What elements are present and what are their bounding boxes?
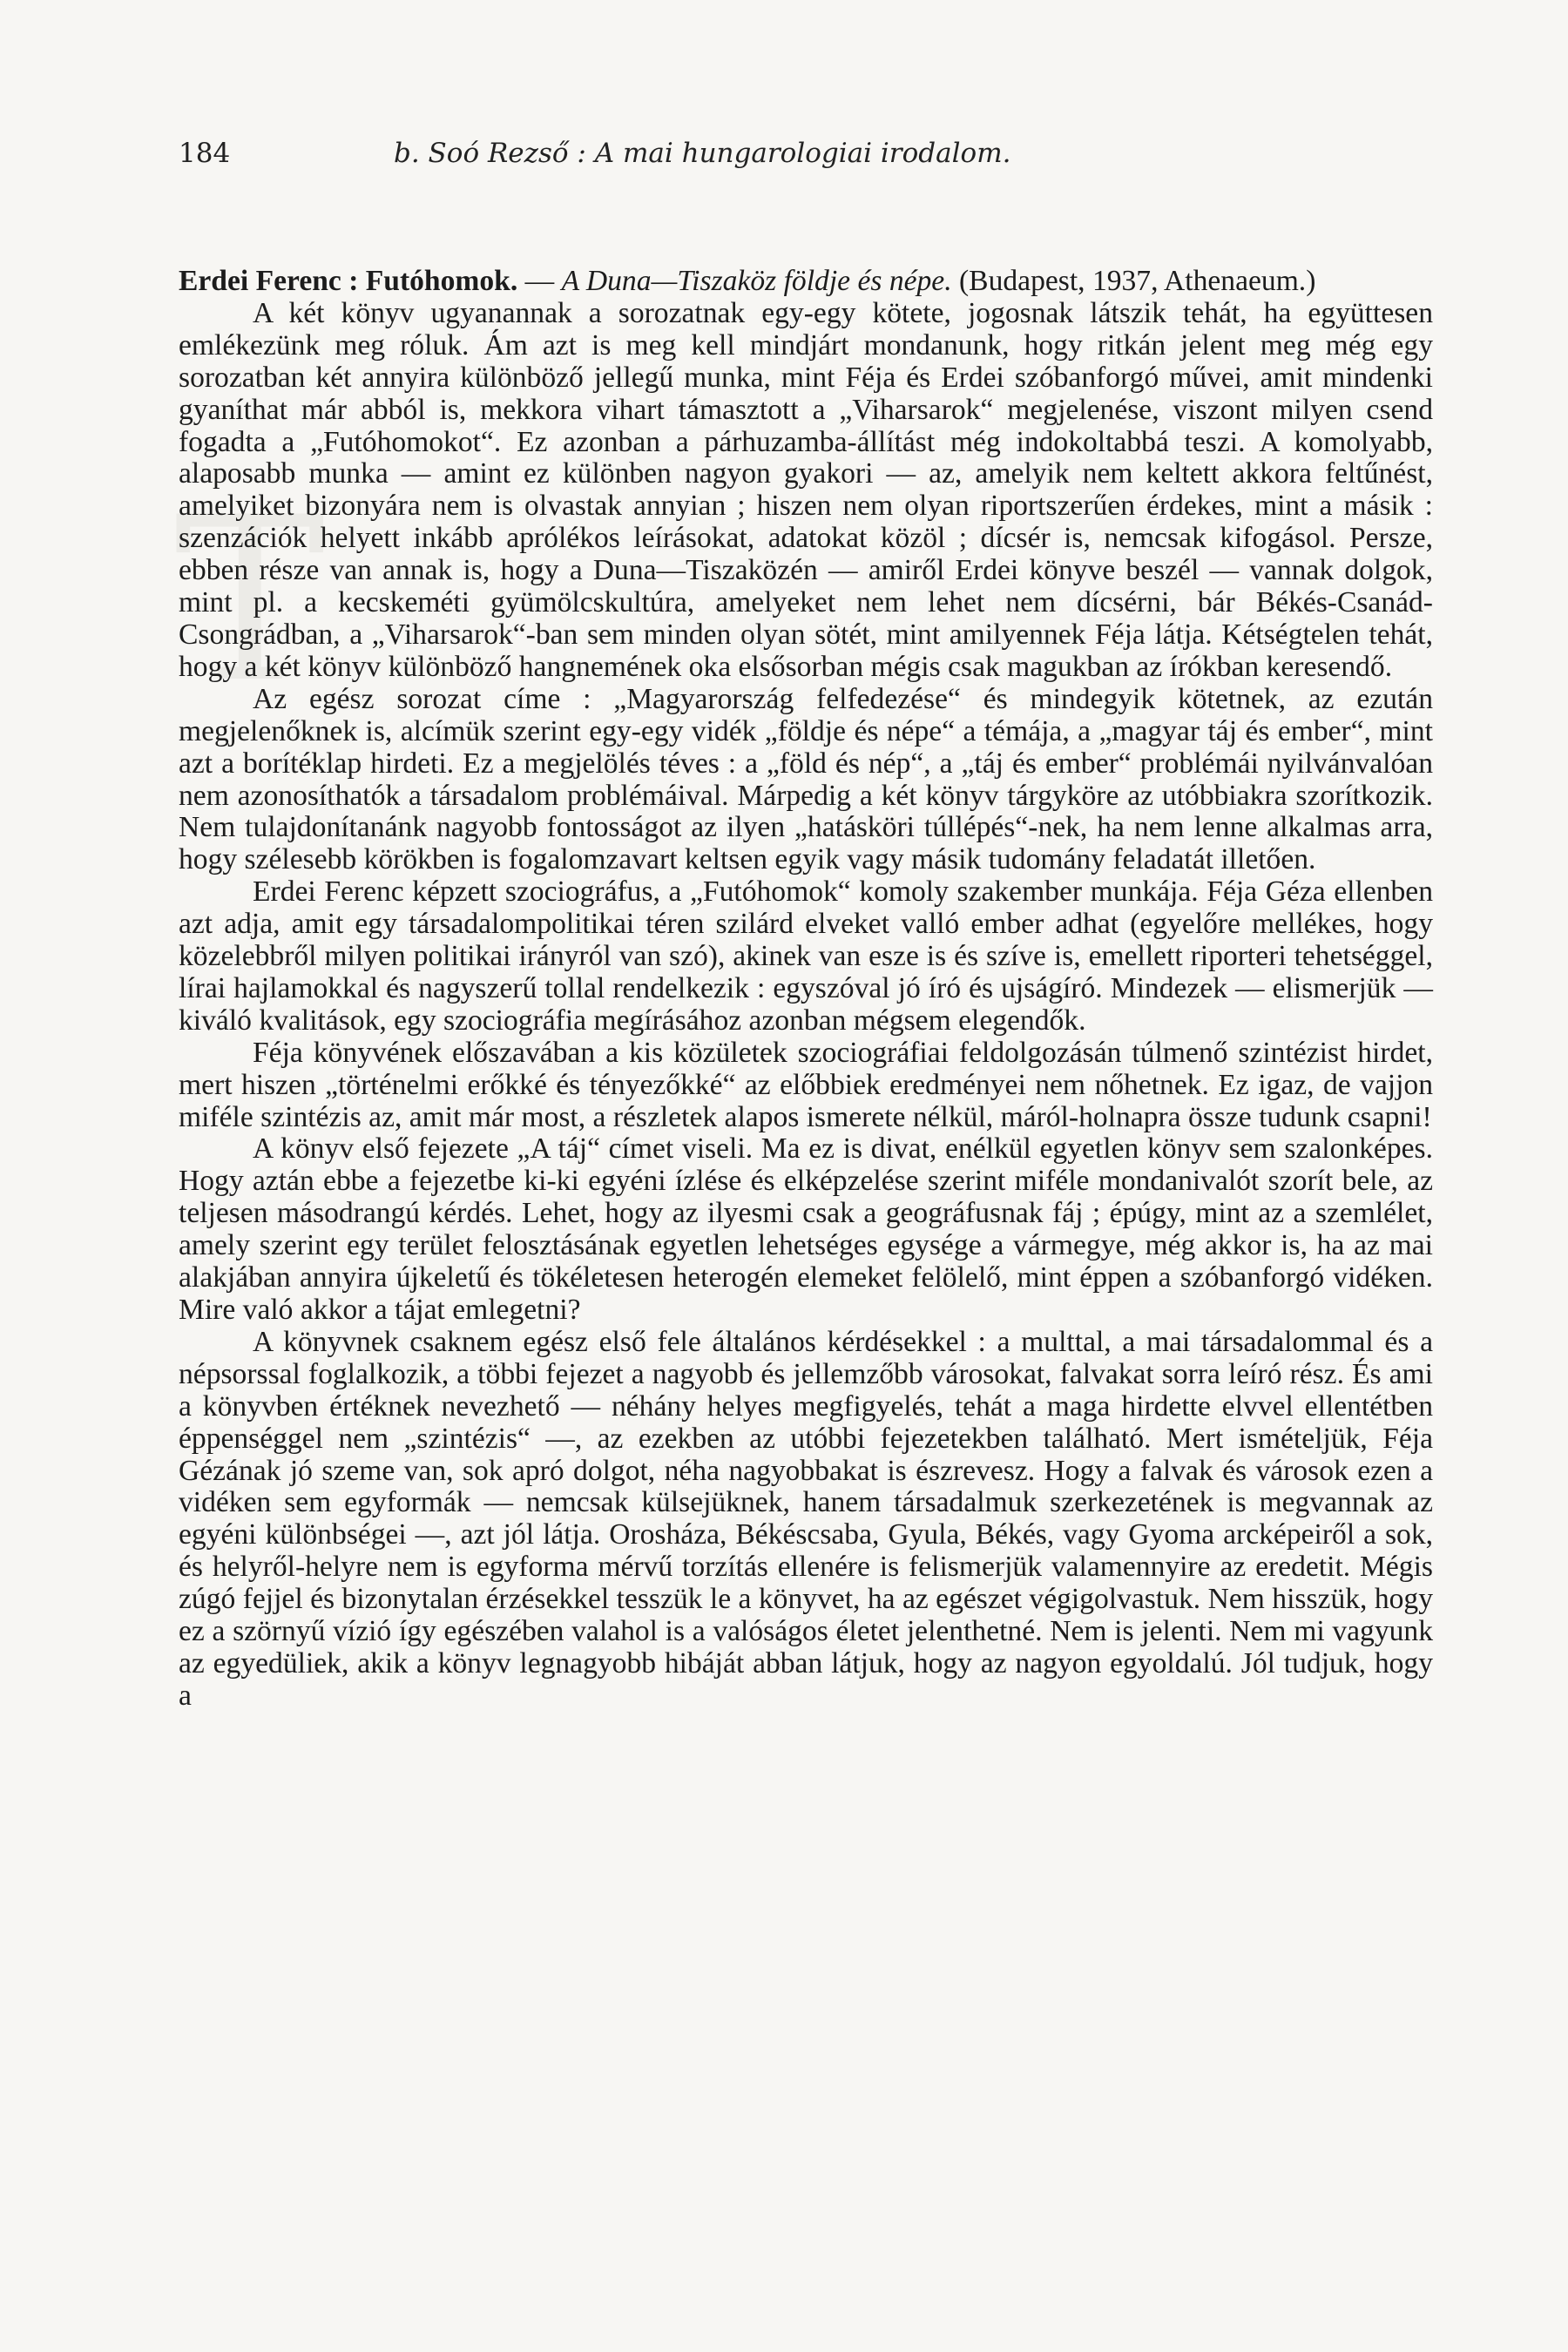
paragraph: Erdei Ferenc képzett szociográfus, a „Futóhomok“ komoly szakember munkája. Féja Géza ellenben azt adja, amit egy társadalompolitikai téren szilárd elveket valló ember adhat (egyelőre mellékes, hogy közelebbről milyen politikai irányról van szó), akinek van esze is és szíve is, emellett riporteri tehetséggel, lírai hajlamokkal és nagyszerű tollal rendelkezik : egyszóval jó író és ujságíró. Mindezek — elismerjük — kiváló kvalitások, egy szociográfia megírásához azonban mégsem elegendők. [179,875,1433,1037]
paragraph: A könyvnek csaknem egész első fele általános kérdésekkel : a multtal, a mai társadalommal és a népsorssal foglalkozik, a többi fejezet a nagyobb és jellemzőbb városokat, falvakat sorra leíró rész. És ami a könyvben értéknek nevezhető — néhány helyes megfigyelés, tehát a maga hirdette elvvel ellentétben éppenséggel nem „szintézis“ —, az ezekben az utóbbi fejezetekben található. Mert ismételjük, Féja Gézának jó szeme van, sok apró dolgot, néha nagyobbakat is észrevesz. Hogy a falvak és városok ezen a vidéken sem egyformák — nemcsak külsejüknek, hanem társadalmuk szerkezetének is megvannak az egyéni különbségei —, azt jól látja. Orosháza, Békéscsaba, Gyula, Békés, vagy Gyoma arcképeiről a sok, és helyről-helyre nem is egyforma mérvű torzítás ellenére is felismerjük valamennyire az eredetit. Mégis zúgó fejjel és bizonytalan érzésekkel tesszük le a könyvet, ha az egészet végigolvastuk. Nem hisszük, hogy ez a szörnyű vízió így egészében valahol is a valóságos életet jelenthetné. Nem is jelenti. Nem mi vagyunk az egyedüliek, akik a könyv legnagyobb hibáját abban látjuk, hogy az nagyon egyoldalú. Jól tudjuk, hogy a [179,1325,1433,1712]
article-body [179,266,1433,1713]
entry-subtitle: A Duna—Tiszaköz földje és népe. [561,265,952,297]
entry-heading [179,266,1433,298]
bleed-through-mark: T [174,470,326,733]
page-number: 184 [179,138,231,169]
paragraph: A könyv első fejezete „A táj“ címet viseli. Ma ez is divat, enélkül egyetlen könyv sem szalonképes. Hogy aztán ebbe a fejezetbe ki-ki egyéni ízlése és elképzelése szerint miféle mondanivalót szorít bele, az teljesen másodrangú kérdés. Lehet, hogy az ilyesmi csak a geográfusnak fáj ; épúgy, mint az a szemlélet, amely szerint egy terület felosztásának egyetlen lehetséges egysége a vármegye, még akkor is, ha az mai alakjában annyira újkeletű és tökéletesen heterogén elemeket felölelő, mint éppen a szóbanforgó vidéken. Mire való akkor a tájat emlegetni? [179,1132,1433,1326]
entry-dash: — [517,265,562,297]
running-title: b. Soó Rezső : A mai hungarologiai irodalom. [394,138,1011,169]
paragraph: A két könyv ugyanannak a sorozatnak egy-egy kötete, jogosnak látszik tehát, ha együttesen emlékezünk meg róluk. Ám azt is meg kell mindjárt mondanunk, hogy ritkán jelent meg még egy sorozatban két annyira különböző jellegű munka, mint Féja és Erdei szóbanforgó művei, amit mindenki gyaníthat már abból is, mekkora vihart támasztott a „Viharsarok“ megjelenése, viszont milyen csend fogadta a „Futóhomokot“. Ez azonban a párhuzamba-állítást még indokoltabbá teszi. A komolyabb, alaposabb munka — amint ez különben nagyon gyakori — az, amelyik nem keltett akkora feltűnést, amelyiket bizonyára nem is olvastak annyian ; hiszen nem olyan riportszerűen érdekes, mint a másik : szenzációk helyett inkább aprólékos leírásokat, adatokat közöl ; dícsér is, nemcsak kifogásol. Persze, ebben része van annak is, hogy a Duna—Tiszaközén — amiről Erdei könyve beszél — vannak dolgok, mint pl. a kecskeméti gyümölcskultúra, amelyeket nem lehet nem dícsérni, bár Békés-Csanád-Csongrádban, a „Viharsarok“-ban sem minden olyan sötét, mint amilyennek Féja látja. Kétségtelen tehát, hogy a két könyv különböző hangnemének oka elsősorban mégis csak magukban az írókban keresendő. [179,296,1433,683]
entry-publication: (Budapest, 1937, Athenaeum.) [951,265,1316,297]
paragraph: Az egész sorozat címe : „Magyarország felfedezése“ és mindegyik kötetnek, az ezután megjelenőknek is, alcímük szerint egy-egy vidék „földje és népe“ a témája, a „magyar táj és ember“, mint azt a borítéklap hirdeti. Ez a megjelölés téves : a „föld és nép“, a „táj és ember“ problémái nyilvánvalóan nem azonosíthatók a társadalom problémáival. Márpedig a két könyv tárgyköre az utóbbiakra szorítkozik. Nem tulajdonítanánk nagyobb fontosságot az ilyen „hatásköri túllépés“-nek, ha nem lenne alkalmas arra, hogy szélesebb körökben is fogalomzavart keltsen egyik vagy másik tudomány feladatát illetően. [179,682,1433,876]
entry-author-title: Erdei Ferenc : Futóhomok. [179,265,518,297]
paragraph: Féja könyvének előszavában a kis közületek szociográfiai feldolgozásán túlmenő szintézist hirdet, mert hiszen „történelmi erőkké és tényezőkké“ az előbbiek eredményei nem nőhetnek. Ez igaz, de vajjon miféle szintézis az, amit már most, a részletek alapos ismerete nélkül, máról-holnapra össze tudunk csapni! [179,1036,1433,1133]
